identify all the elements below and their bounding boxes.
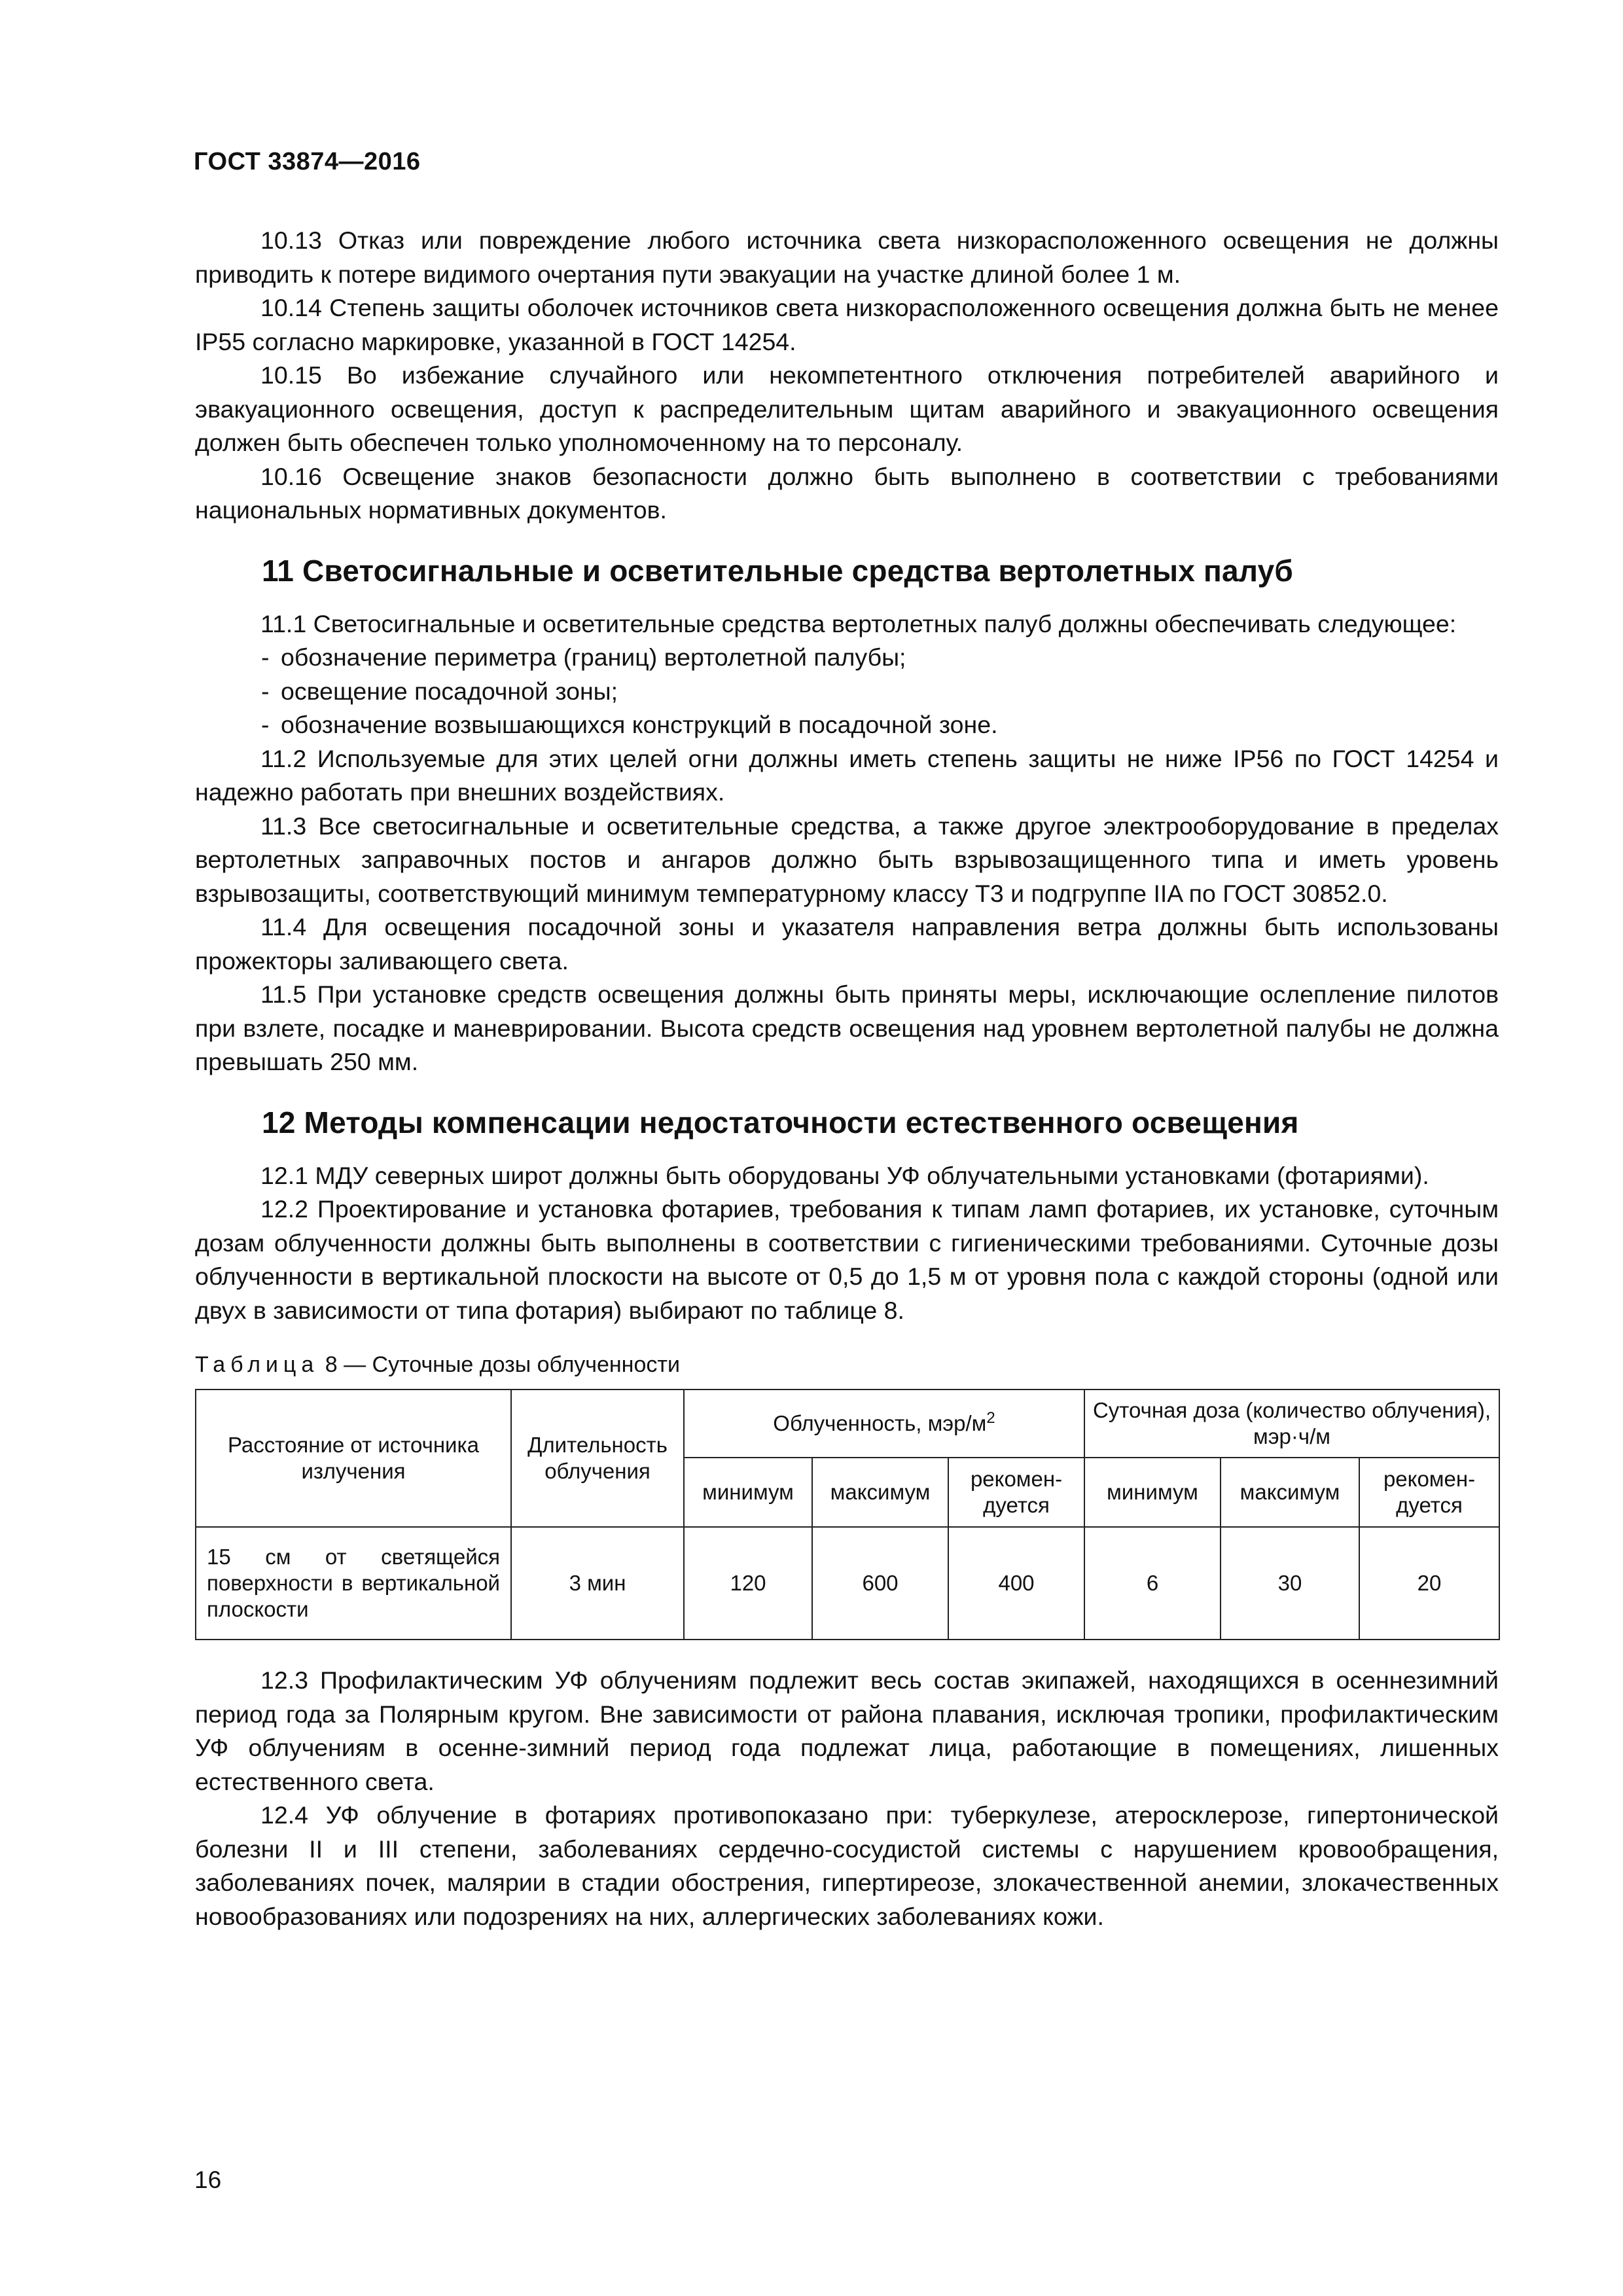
paragraph-11-2: 11.2 Используемые для этих целей огни должны иметь степень защиты не ниже IP56 по ГОСТ 14254 и надежно работать при внешних воздействиях. [195, 744, 1499, 806]
subheader-irr-min: минимум [684, 1458, 812, 1527]
section-12-heading: 12 Методы компенсации недостаточности естественного освещения [262, 1105, 1299, 1139]
header-irradiance [684, 1390, 1084, 1458]
paragraph-11-1: 11.1 Светосигнальные и осветительные средства вертолетных палуб должны обеспечивать следующее: [260, 609, 1457, 637]
paragraph-11-3: 11.3 Все светосигнальные и осветительные средства, а также другое электрооборудование в пределах вертолетных заправочных постов и ангаров должно быть взрывозащищенного типа и иметь уровень взрывозащиты, соответствующий минимум температурному классу Т3 и подгруппе IIA по ГОСТ 30852.0. [195, 812, 1499, 907]
table-caption-word: Таблица [195, 1352, 319, 1377]
list-item [195, 708, 1499, 742]
cell-irr-rec: 400 [948, 1527, 1084, 1640]
list-item-text: обозначение периметра (границ) вертолетной палубы; [281, 643, 906, 671]
paragraph-12-4: 12.4 УФ облучение в фотариях противопоказано при: туберкулезе, атеросклерозе, гипертонической болезни II и III степени, заболеваниях сердечно-сосудистой системы с нарушением кровообращения, заболеваниях почек, малярии в стадии обострения, гипертиреозе, злокачественной анемии, злокачественных новообразованиях или подозрениях на них, аллергических заболеваниях кожи. [195, 1801, 1499, 1930]
paragraph-12-2: 12.2 Проектирование и установка фотариев, требования к типам ламп фотариев, их установке, суточным дозам облученности должны быть выполнены в соответствии с гигиеническими требованиями. Суточные дозы облученности в вертикальной плоскости на высоте от 0,5 до 1,5 м от уровня пола с каждой стороны (одной или двух в зависимости от типа фотария) выбирают по таблице 8. [195, 1195, 1499, 1324]
section-11-heading: 11 Светосигнальные и осветительные средства вертолетных палуб [262, 553, 1293, 588]
cell-distance: 15 см от светящейся поверхности в вертикальной плоскости [196, 1527, 511, 1640]
cell-irr-min: 120 [684, 1527, 812, 1640]
table-header-row [196, 1390, 1499, 1458]
page-number: 16 [194, 2166, 222, 2193]
paragraph-10-15: 10.15 Во избежание случайного или некомпетентного отключения потребителей аварийного и эвакуационного освещения, доступ к распределительным щитам аварийного и эвакуационного освещения должен быть обеспечен только уполномоченному на то персоналу. [195, 361, 1499, 456]
list-item [195, 641, 1499, 675]
cell-duration: 3 мин [511, 1527, 684, 1640]
subheader-irr-max: максимум [812, 1458, 948, 1527]
table-caption-title: 8 — Суточные дозы облученности [319, 1352, 680, 1377]
subheader-dose-max: максимум [1221, 1458, 1359, 1527]
irradiance-table [195, 1389, 1500, 1640]
header-duration: Длительность облучения [511, 1390, 684, 1527]
list-dash: - [261, 643, 270, 671]
list-item-text: обозначение возвышающихся конструкций в посадочной зоне. [281, 711, 998, 738]
list-item [195, 675, 1499, 709]
table-row [196, 1527, 1499, 1640]
table-caption [195, 1350, 1499, 1380]
subheader-irr-rec: рекомен-дуется [948, 1458, 1084, 1527]
header-irradiance-sup: 2 [986, 1409, 995, 1427]
paragraph-12-3: 12.3 Профилактическим УФ облучениям подлежит весь состав экипажей, находящихся в осеннезимний период года за Полярным кругом. Вне зависимости от района плавания, исключая тропики, профилактическим УФ облучениям в осенне-зимний период года подлежат лица, работающие в помещениях, лишенных естественного света. [195, 1666, 1499, 1795]
document-header: ГОСТ 33874—2016 [194, 148, 421, 175]
cell-irr-max: 600 [812, 1527, 948, 1640]
subheader-dose-min: минимум [1084, 1458, 1221, 1527]
document-body [195, 224, 1499, 1933]
paragraph-10-16: 10.16 Освещение знаков безопасности должно быть выполнено в соответствии с требованиями национальных нормативных документов. [195, 462, 1499, 524]
subheader-dose-rec: рекомен-дуется [1359, 1458, 1499, 1527]
header-distance: Расстояние от источника излучения [196, 1390, 511, 1527]
paragraph-11-4: 11.4 Для освещения посадочной зоны и указателя направления ветра должны быть использованы прожекторы заливающего света. [195, 913, 1499, 975]
paragraph-10-13: 10.13 Отказ или повреждение любого источника света низкорасположенного освещения не должны приводить к потере видимого очертания пути эвакуации на участке длиной более 1 м. [195, 226, 1499, 288]
paragraph-10-14: 10.14 Степень защиты оболочек источников света низкорасположенного освещения должна быть не менее IP55 согласно маркировке, указанной в ГОСТ 14254. [195, 294, 1499, 355]
cell-dose-rec: 20 [1359, 1527, 1499, 1640]
header-dose: Суточная доза (количество облучения), мэр·ч/м [1084, 1390, 1499, 1458]
cell-dose-max: 30 [1221, 1527, 1359, 1640]
cell-dose-min: 6 [1084, 1527, 1221, 1640]
list-dash: - [261, 677, 270, 705]
list-item-text: освещение посадочной зоны; [281, 677, 618, 705]
list-dash: - [261, 711, 270, 738]
paragraph-11-5: 11.5 При установке средств освещения должны быть приняты меры, исключающие ослепление пилотов при взлете, посадке и маневрировании. Высота средств освещения над уровнем вертолетной палубы не должна превышать 250 мм. [195, 980, 1499, 1075]
paragraph-12-1: 12.1 МДУ северных широт должны быть оборудованы УФ облучательными установками (фотариями). [260, 1161, 1429, 1189]
header-irradiance-text: Облученность, мэр/м [773, 1411, 987, 1435]
